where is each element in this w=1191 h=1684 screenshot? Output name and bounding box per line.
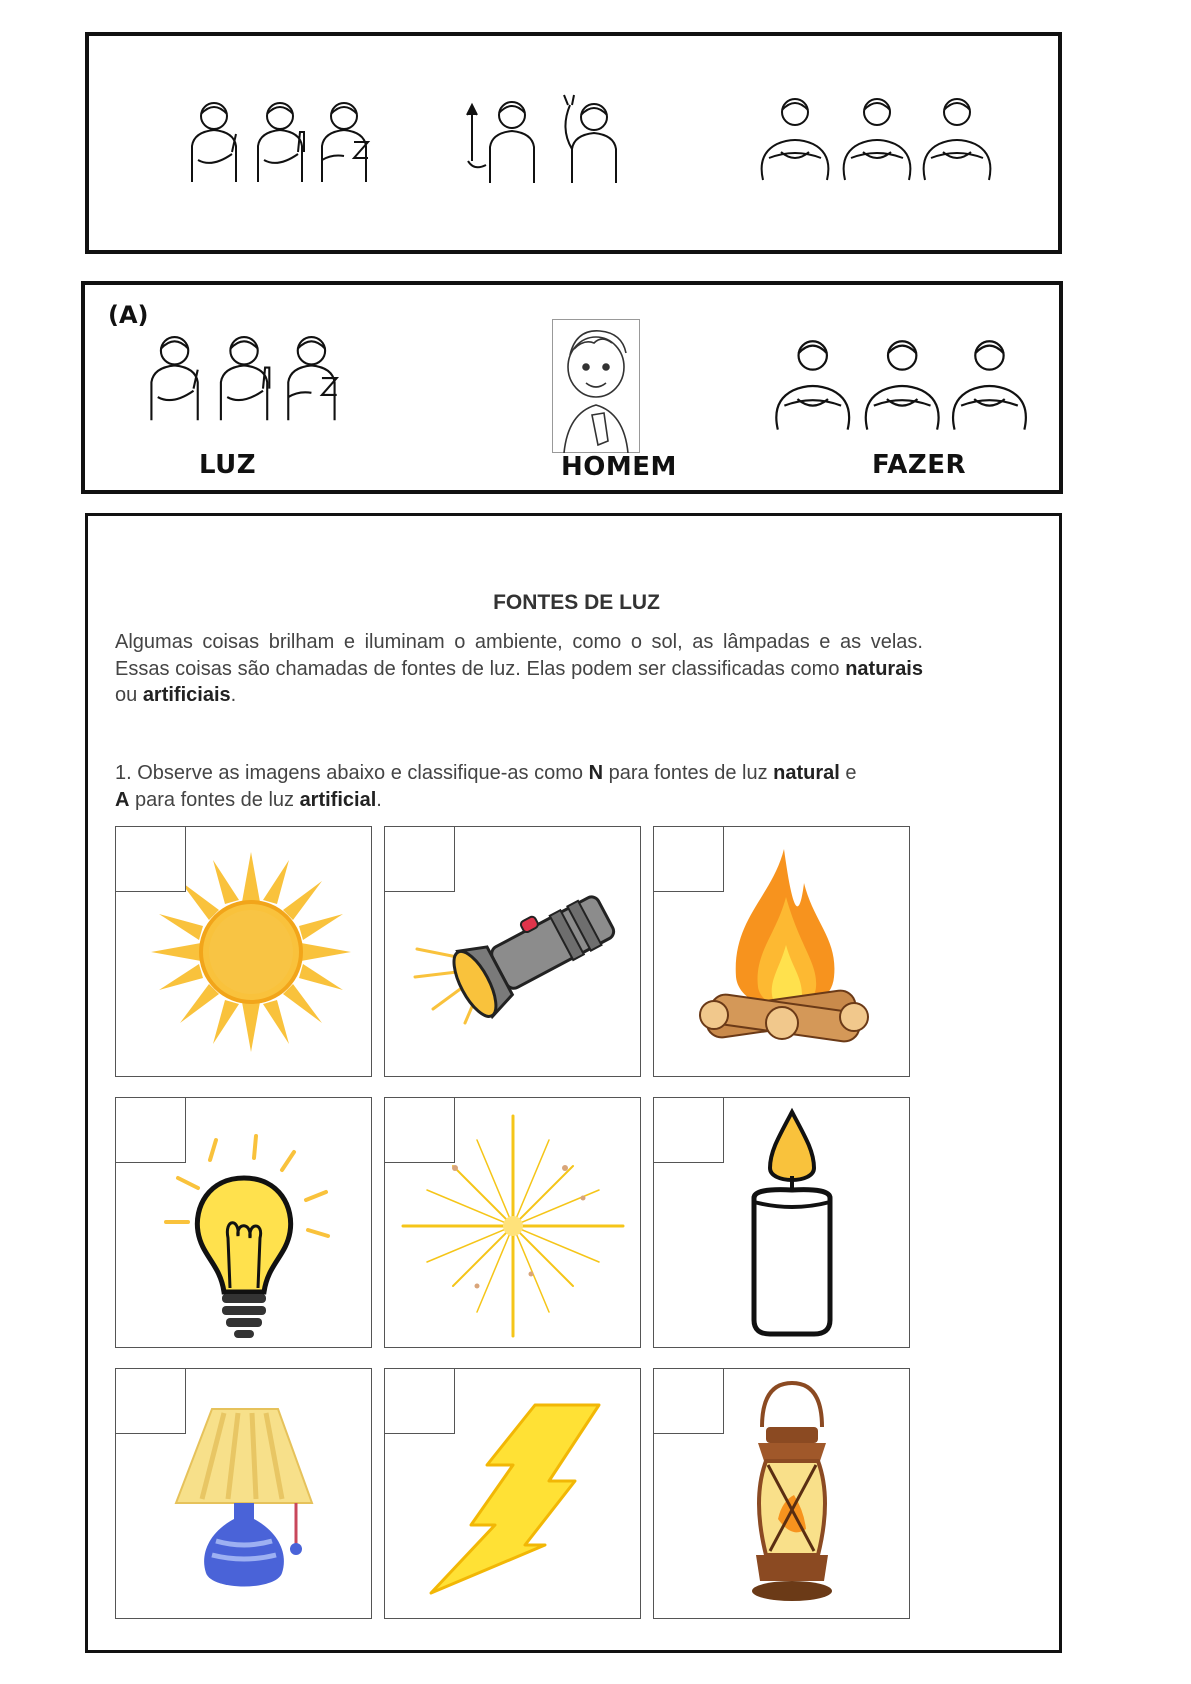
- cell-flashlight: [384, 826, 641, 1077]
- cell-light-bulb: [115, 1097, 372, 1348]
- HOMEM-boy-sign-icon: [552, 319, 640, 453]
- worksheet-intro: Algumas coisas brilham e iluminam o ambiente, como o sol, as lâmpadas e as velas. Essas coisas são chamadas de fontes de luz. Elas podem ser classificadas como naturais ou artificiais.: [115, 631, 923, 706]
- answer-box-sun[interactable]: [115, 826, 186, 892]
- cell-campfire: [653, 826, 910, 1077]
- option-a-label-fazer: FAZER: [872, 450, 967, 480]
- worksheet-panel: [85, 513, 1062, 1653]
- answer-box-flashlight[interactable]: [384, 826, 455, 892]
- LUZ-sign-icon: [143, 330, 343, 422]
- HOMEM-sign-pointing-up: [464, 91, 634, 183]
- cell-star: [384, 1097, 641, 1348]
- cell-lightning: [384, 1368, 641, 1619]
- answer-box-campfire[interactable]: [653, 826, 724, 892]
- option-a-label-homem: HOMEM: [561, 452, 677, 482]
- answer-box-table-lamp[interactable]: [115, 1368, 186, 1434]
- answer-box-star[interactable]: [384, 1097, 455, 1163]
- cell-sun: [115, 826, 372, 1077]
- answer-box-oil-lantern[interactable]: [653, 1368, 724, 1434]
- cell-oil-lantern: [653, 1368, 910, 1619]
- FAZER-sign-icon: [768, 338, 1032, 434]
- cell-candle: [653, 1097, 910, 1348]
- answer-box-candle[interactable]: [653, 1097, 724, 1163]
- option-a-label-luz: LUZ: [199, 450, 257, 480]
- answer-box-lightning[interactable]: [384, 1368, 455, 1434]
- option-a-tag: (A): [108, 301, 149, 329]
- cell-table-lamp: [115, 1368, 372, 1619]
- FAZER-sign: [755, 96, 995, 184]
- sign-sequence-panel: [85, 32, 1062, 254]
- worksheet-title: FONTES DE LUZ: [493, 591, 660, 614]
- question-1: 1. Observe as imagens abaixo e classifique-as como N para fontes de luz natural e A para fontes de luz artificial.: [115, 762, 857, 811]
- answer-box-light-bulb[interactable]: [115, 1097, 186, 1163]
- fingerspell-LUZ-sign: [184, 98, 374, 182]
